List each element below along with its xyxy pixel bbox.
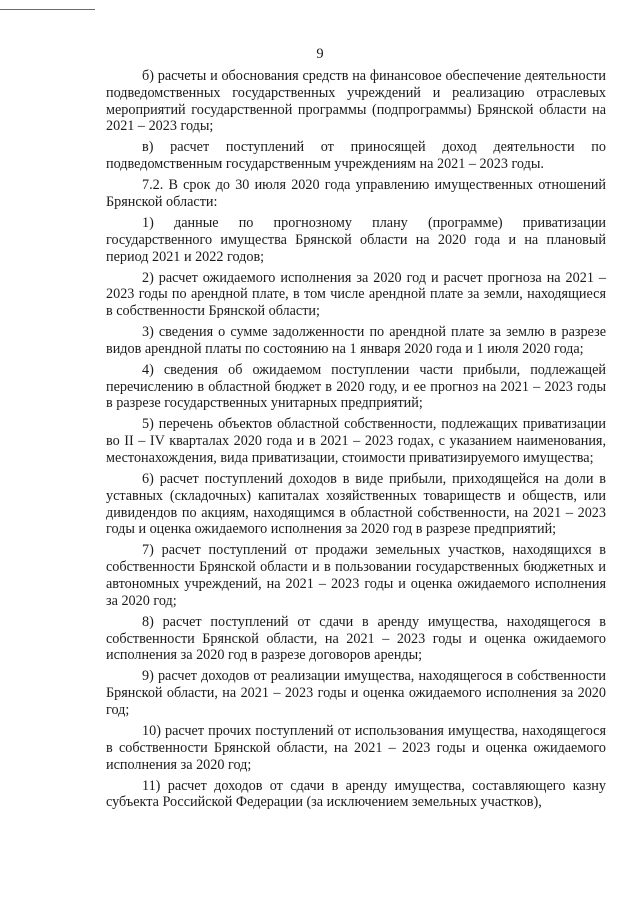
paragraph-item-9: 9) расчет доходов от реализации имущества, находящегося в собственности Брянской области, на 2021 – 2023 годы и оценка ожидаемого исполнения за 2020 год;	[106, 668, 606, 718]
paragraph-v: в) расчет поступлений от приносящей доход деятельности по подведомственным государственным учреждениям на 2021 – 2023 годы.	[106, 139, 606, 173]
paragraph-item-5: 5) перечень объектов областной собственности, подлежащих приватизации во II – IV кварталах 2020 года и в 2021 – 2023 годах, с указанием наименования, местонахождения, вида приватизации, стоимости приватизируемого имущества;	[106, 416, 606, 467]
paragraph-item-2: 2) расчет ожидаемого исполнения за 2020 год и расчет прогноза на 2021 – 2023 годы по арендной плате, в том числе арендной плате за земли, находящиеся в собственности Брянской области;	[106, 269, 606, 320]
paragraph-item-4: 4) сведения об ожидаемом поступлении части прибыли, подлежащей перечислению в областной бюджет в 2020 году, и ее прогноз на 2021 – 2023 годы в разрезе государственных унитарных предприятий;	[106, 361, 606, 412]
paragraph-7-2: 7.2. В срок до 30 июля 2020 года управлению имущественных отношений Брянской области:	[106, 177, 606, 210]
paragraph-item-6: 6) расчет поступлений доходов в виде прибыли, приходящейся на доли в уставных (складочных) капиталах хозяйственных товариществ и обществ, или дивидендов по акциям, находящимся в областной собственности, на 2021 – 2023 годы и оценка ожидаемого исполнения за 2020 год в разрезе предприятий;	[106, 471, 606, 538]
paragraph-b: б) расчеты и обоснования средств на финансовое обеспечение деятельности подведомственных государственных учреждений и реализацию отраслевых мероприятий государственной программы (подпрограммы) Брянской области на 2021 – 2023 годы;	[106, 68, 606, 135]
paragraph-item-10: 10) расчет прочих поступлений от использования имущества, находящегося в собственности Брянской области, на 2021 – 2023 годы и оценка ожидаемого исполнения за 2020 год;	[106, 722, 606, 773]
paragraph-item-8: 8) расчет поступлений от сдачи в аренду имущества, находящегося в собственности Брянской области, на 2021 – 2023 годы и оценка ожидаемого исполнения за 2020 год в разрезе договоров аренды;	[106, 613, 606, 664]
scan-artifact-line	[0, 9, 95, 10]
paragraph-item-3: 3) сведения о сумме задолженности по арендной плате за землю в разрезе видов арендной платы по состоянию на 1 января 2020 года и 1 июля 2020 года;	[106, 324, 606, 357]
document-body	[106, 68, 606, 811]
paragraph-item-1: 1) данные по прогнозному плану (программе) приватизации государственного имущества Брянской области на 2020 года и на плановый период 2021 и 2022 годов;	[106, 214, 606, 265]
page-number: 9	[316, 46, 324, 62]
paragraph-item-11: 11) расчет доходов от сдачи в аренду имущества, составляющего казну субъекта Российской Федерации (за исключением земельных участков),	[106, 777, 606, 811]
paragraph-item-7: 7) расчет поступлений от продажи земельных участков, находящихся в собственности Брянской области и в пользовании государственных бюджетных и автономных учреждений, на 2021 – 2023 годы и оценка ожидаемого исполнения за 2020 год;	[106, 542, 606, 609]
